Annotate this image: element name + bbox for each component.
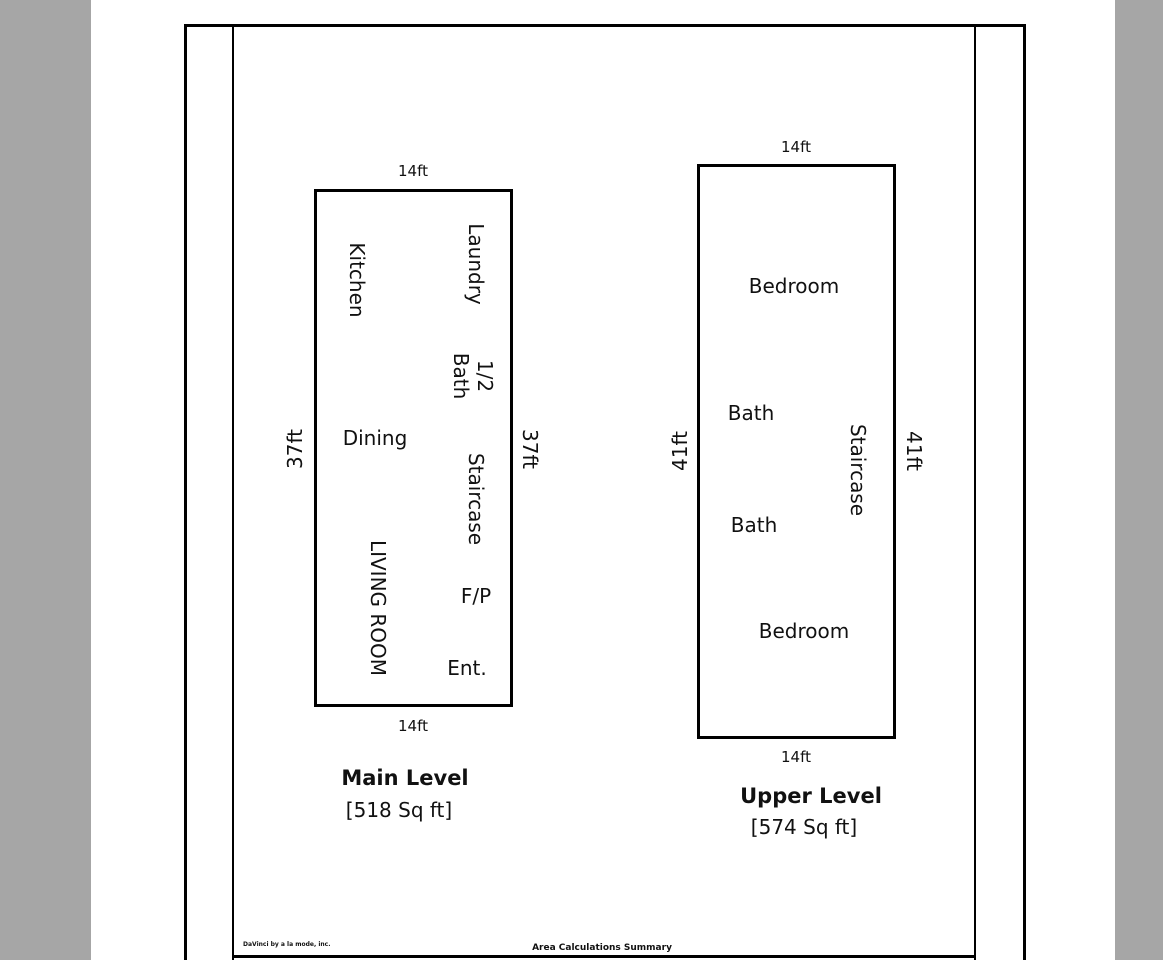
bedroom-bottom-label: Bedroom [758, 619, 850, 643]
dining-label: Dining [342, 426, 408, 450]
entry-label: Ent. [447, 656, 487, 680]
bedroom-top-label: Bedroom [748, 274, 840, 298]
main-level-right-dimension: 37ft [518, 429, 542, 469]
main-level-left-dimension: 37ft [283, 429, 307, 469]
main-level-bottom-dimension: 14ft [398, 717, 428, 735]
living-room-label: LIVING ROOM [366, 539, 390, 677]
software-credit: DaVinci by a la mode, inc. [243, 941, 331, 948]
upper-level-area: [574 Sq ft] [750, 815, 858, 839]
laundry-label: Laundry [464, 223, 488, 305]
main-level-area: [518 Sq ft] [345, 798, 453, 822]
half-bath-label: 1/2 Bath [449, 352, 497, 400]
bath-2-label: Bath [730, 513, 778, 537]
kitchen-label: Kitchen [345, 242, 369, 318]
upper-level-left-dimension: 41ft [668, 431, 692, 471]
document-page [91, 0, 1115, 960]
upper-level-bottom-dimension: 14ft [781, 748, 811, 766]
main-level-top-dimension: 14ft [398, 162, 428, 180]
upper-staircase-label: Staircase [846, 423, 870, 517]
frame-outer-top [184, 24, 1026, 27]
fireplace-label: F/P [460, 584, 492, 608]
frame-inner-right [974, 24, 976, 960]
main-level-title: Main Level [341, 766, 469, 790]
upper-level-top-dimension: 14ft [781, 138, 811, 156]
area-calculations-summary-title: Area Calculations Summary [532, 943, 672, 953]
upper-level-right-dimension: 41ft [902, 431, 926, 471]
frame-outer-right [1023, 24, 1026, 960]
frame-outer-left [184, 24, 187, 960]
bath-1-label: Bath [727, 401, 775, 425]
frame-bottom-rule [232, 955, 976, 958]
main-staircase-label: Staircase [464, 452, 488, 546]
upper-level-title: Upper Level [740, 784, 882, 808]
frame-inner-left [232, 24, 234, 960]
